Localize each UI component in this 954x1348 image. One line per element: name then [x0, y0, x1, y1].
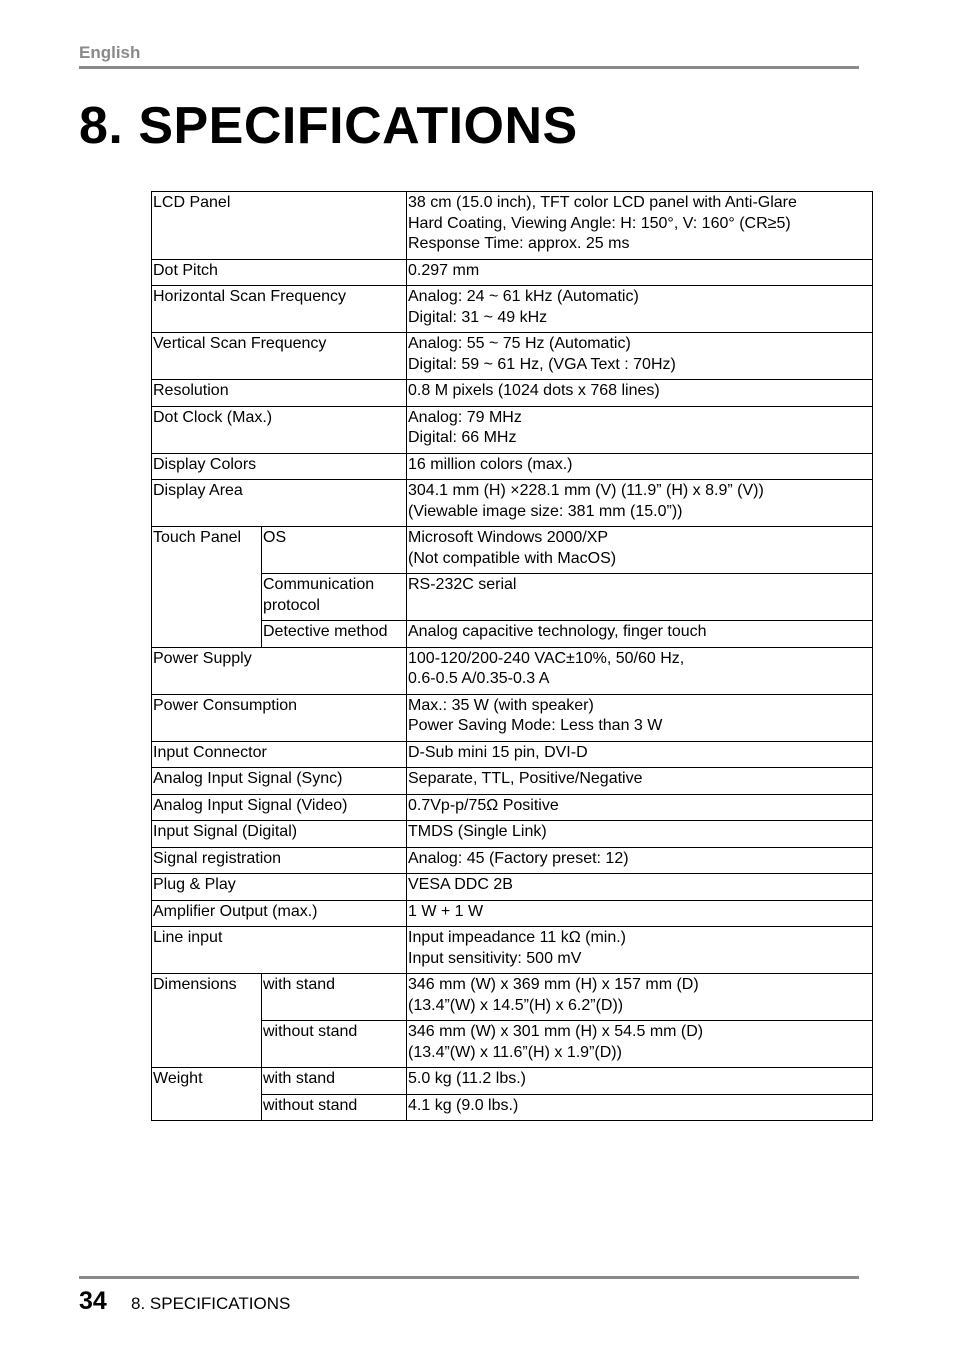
table-row	[152, 741, 873, 768]
spec-value	[407, 1021, 873, 1068]
spec-line: with stand	[263, 976, 336, 993]
spec-value	[407, 647, 873, 694]
spec-line: protocol	[263, 596, 320, 614]
spec-value	[407, 333, 873, 380]
table-row	[152, 192, 873, 260]
spec-label: Horizontal Scan Frequency	[152, 286, 407, 333]
spec-line: Separate, TTL, Positive/Negative	[408, 770, 643, 787]
spec-line: OS	[263, 529, 287, 546]
spec-value	[407, 527, 873, 574]
table-row	[152, 794, 873, 821]
spec-label: Power Consumption	[152, 694, 407, 741]
spec-line: Analog: 79 MHz	[408, 408, 522, 426]
table-row	[152, 927, 873, 974]
spec-label: Display Colors	[152, 453, 407, 480]
spec-sublabel	[262, 974, 407, 1021]
spec-line: TMDS (Single Link)	[408, 823, 547, 840]
spec-sublabel	[262, 1021, 407, 1068]
spec-line: Digital: 59 ~ 61 Hz, (VGA Text : 70Hz)	[408, 355, 676, 373]
spec-label: Analog Input Signal (Sync)	[152, 768, 407, 795]
table-row	[152, 527, 873, 574]
spec-value	[407, 259, 873, 286]
spec-line: Power Saving Mode: Less than 3 W	[408, 717, 663, 734]
table-row	[152, 647, 873, 694]
table-row	[152, 974, 873, 1021]
spec-label: Line input	[152, 927, 407, 974]
spec-line: (Viewable image size: 381 mm (15.0”))	[408, 502, 683, 520]
spec-line: Digital: 66 MHz	[408, 429, 517, 446]
spec-value	[407, 927, 873, 974]
spec-label: Resolution	[152, 380, 407, 407]
spec-label: Weight	[152, 1068, 262, 1121]
table-row	[152, 453, 873, 480]
footer-section-title: 8. SPECIFICATIONS	[131, 1294, 291, 1313]
spec-label: Power Supply	[152, 647, 407, 694]
spec-value	[407, 621, 873, 648]
table-row	[152, 286, 873, 333]
spec-line: 0.6-0.5 A/0.35-0.3 A	[408, 670, 550, 687]
spec-line: 0.8 M pixels (1024 dots x 768 lines)	[408, 382, 660, 399]
spec-label: Analog Input Signal (Video)	[152, 794, 407, 821]
spec-sublabel	[262, 527, 407, 574]
spec-line: 346 mm (W) x 301 mm (H) x 54.5 mm (D)	[408, 1023, 704, 1040]
specifications-table	[151, 191, 873, 1121]
spec-label: Vertical Scan Frequency	[152, 333, 407, 380]
table-row	[152, 900, 873, 927]
spec-line: Microsoft Windows 2000/XP	[408, 529, 609, 546]
spec-line: 0.297 mm	[408, 261, 480, 279]
spec-label: Dot Pitch	[152, 259, 407, 286]
spec-value	[407, 768, 873, 795]
spec-value	[407, 380, 873, 407]
spec-line: (13.4”(W) x 11.6”(H) x 1.9”(D))	[408, 1043, 622, 1061]
spec-line: without stand	[263, 1023, 358, 1040]
table-row	[152, 874, 873, 901]
spec-sublabel	[262, 1094, 407, 1121]
spec-line: Communication	[263, 576, 375, 593]
spec-line: Input impeadance 11 kΩ (min.)	[408, 929, 626, 946]
table-row	[152, 380, 873, 407]
spec-label: Plug & Play	[152, 874, 407, 901]
spec-value	[407, 286, 873, 333]
table-row	[152, 1068, 873, 1095]
spec-label: Dimensions	[152, 974, 262, 1068]
spec-value	[407, 694, 873, 741]
spec-line: with stand	[263, 1070, 336, 1087]
spec-line: Analog: 45 (Factory preset: 12)	[408, 849, 629, 867]
table-row	[152, 694, 873, 741]
spec-value	[407, 406, 873, 453]
spec-line: 4.1 kg (9.0 lbs.)	[408, 1096, 519, 1114]
spec-label: Dot Clock (Max.)	[152, 406, 407, 453]
spec-line: 1 W + 1 W	[408, 902, 484, 920]
spec-line: Input sensitivity: 500 mV	[408, 949, 582, 967]
spec-label: Touch Panel	[152, 527, 262, 648]
header-language: English	[79, 43, 141, 62]
spec-line: Analog capacitive technology, finger touch	[408, 623, 707, 640]
spec-value	[407, 900, 873, 927]
table-row	[152, 406, 873, 453]
spec-value	[407, 574, 873, 621]
spec-line: (Not compatible with MacOS)	[408, 549, 617, 567]
spec-label: Signal registration	[152, 847, 407, 874]
spec-sublabel	[262, 1068, 407, 1095]
spec-line: Digital: 31 ~ 49 kHz	[408, 308, 548, 326]
spec-line: without stand	[263, 1096, 358, 1114]
spec-value	[407, 453, 873, 480]
spec-line: Detective method	[263, 623, 388, 640]
spec-line: (13.4”(W) x 14.5”(H) x 6.2”(D))	[408, 996, 624, 1014]
spec-line: 100-120/200-240 VAC±10%, 50/60 Hz,	[408, 649, 685, 667]
spec-value	[407, 821, 873, 848]
table-row	[152, 821, 873, 848]
spec-sublabel	[262, 574, 407, 621]
spec-value	[407, 192, 873, 260]
table-row	[152, 480, 873, 527]
table-row	[152, 259, 873, 286]
spec-line: VESA DDC 2B	[408, 876, 513, 893]
spec-label: Amplifier Output (max.)	[152, 900, 407, 927]
page-title: 8. SPECIFICATIONS	[79, 97, 578, 155]
spec-label: LCD Panel	[152, 192, 407, 260]
spec-line: 5.0 kg (11.2 lbs.)	[408, 1070, 526, 1087]
spec-line: Analog: 55 ~ 75 Hz (Automatic)	[408, 335, 631, 352]
table-row	[152, 768, 873, 795]
spec-line: RS-232C serial	[408, 576, 517, 593]
spec-value	[407, 1094, 873, 1121]
footer-rule	[79, 1276, 859, 1279]
spec-label: Input Signal (Digital)	[152, 821, 407, 848]
spec-sublabel	[262, 621, 407, 648]
spec-label: Input Connector	[152, 741, 407, 768]
spec-line: D-Sub mini 15 pin, DVI-D	[408, 743, 588, 761]
spec-line: 16 million colors (max.)	[408, 455, 573, 473]
page-number: 34	[79, 1287, 107, 1315]
table-row	[152, 847, 873, 874]
spec-value	[407, 874, 873, 901]
spec-line: 38 cm (15.0 inch), TFT color LCD panel with Anti-Glare	[408, 194, 797, 211]
spec-line: Max.: 35 W (with speaker)	[408, 696, 594, 714]
spec-line: Analog: 24 ~ 61 kHz (Automatic)	[408, 288, 639, 305]
spec-value	[407, 480, 873, 527]
spec-value	[407, 847, 873, 874]
spec-line: 346 mm (W) x 369 mm (H) x 157 mm (D)	[408, 976, 699, 993]
spec-label: Display Area	[152, 480, 407, 527]
spec-value	[407, 741, 873, 768]
header-rule	[79, 66, 859, 69]
spec-value	[407, 1068, 873, 1095]
spec-line: 0.7Vp-p/75Ω Positive	[408, 796, 559, 814]
spec-line: Hard Coating, Viewing Angle: H: 150°, V: 160° (CR≥5)	[408, 214, 791, 232]
spec-value	[407, 974, 873, 1021]
spec-line: 304.1 mm (H) ×228.1 mm (V) (11.9” (H) x 8.9” (V))	[408, 482, 764, 499]
spec-line: Response Time: approx. 25 ms	[408, 235, 630, 252]
table-row	[152, 333, 873, 380]
spec-value	[407, 794, 873, 821]
